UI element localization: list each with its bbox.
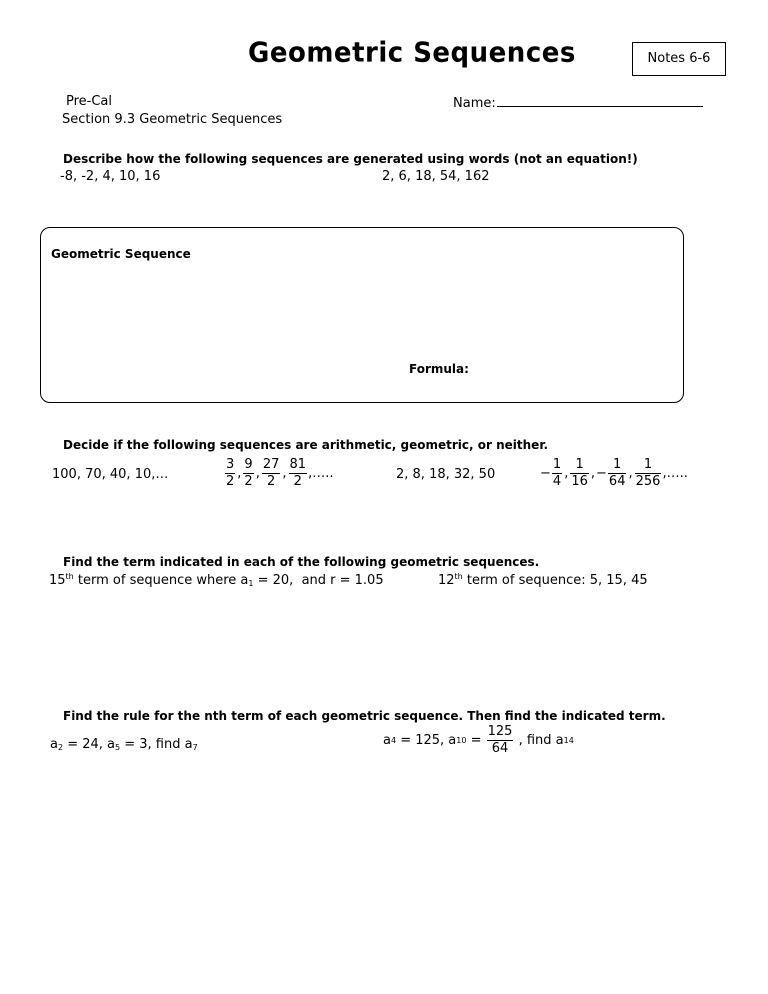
formula-label: Formula: (409, 362, 469, 376)
describe-seq-a: -8, -2, 4, 10, 16 (60, 169, 161, 184)
classify-seq-d: − $\frac{1}{4}$ , $\frac{1}{16}$ , − $\frac{1}{64}$ , $\frac{1}{256}$ ,….. (540, 457, 688, 489)
fraction: $\frac{81}{2}$ (289, 457, 307, 489)
notes-label: Notes 6-6 (647, 51, 711, 66)
fraction: $\frac{1}{4}$ (552, 457, 562, 489)
classify-seq-b: $\frac{3}{2}$ , $\frac{9}{2}$ , $\frac{27}{2}$ , $\frac{81}{2}$ ,….. (226, 457, 334, 489)
fraction: $\frac{125}{64}$ (487, 724, 513, 756)
sequence-tail: ,….. (308, 466, 334, 481)
classify-seq-a: 100, 70, 40, 10,… (52, 467, 169, 482)
sequence-tail: ,….. (662, 466, 688, 481)
name-blank-line (497, 94, 703, 107)
notes-label-box (632, 42, 726, 76)
fraction: $\frac{1}{256}$ (635, 457, 661, 489)
find-rule-instruction: Find the rule for the nth term of each geometric sequence. Then find the indicated term. (63, 709, 666, 723)
classify-seq-c: 2, 8, 18, 32, 50 (396, 467, 496, 482)
fraction: $\frac{3}{2}$ (226, 457, 235, 489)
find-rule-prob-b: a 4 = 125, a 10 = $\frac{125}{64}$ , find a 14 (383, 724, 574, 756)
describe-instruction: Describe how the following sequences are generated using words (not an equation!) (63, 152, 638, 166)
find-term-prob-b: 12th term of sequence: 5, 15, 45 (438, 572, 648, 588)
name-label: Name: (453, 96, 496, 111)
fraction: $\frac{1}{16}$ (571, 457, 588, 489)
section-title: Section 9.3 Geometric Sequences (62, 112, 283, 127)
describe-seq-b: 2, 6, 18, 54, 162 (382, 169, 490, 184)
find-term-prob-a: 15th term of sequence where $a_1 = 20$, and r = 1.05 (49, 572, 384, 588)
course-name: Pre-Cal (66, 94, 113, 109)
page-title: Geometric Sequences (248, 37, 576, 69)
box-heading: Geometric Sequence (51, 247, 191, 261)
fraction: $\frac{9}{2}$ (244, 457, 253, 489)
find-term-instruction: Find the term indicated in each of the following geometric sequences. (63, 555, 540, 569)
classify-instruction: Decide if the following sequences are arithmetic, geometric, or neither. (63, 438, 549, 452)
name-field (453, 94, 703, 111)
fraction: $\frac{1}{64}$ (608, 457, 626, 489)
find-rule-prob-a: $a_2 = 24$, $a_5 = 3$, find $a_7$ (50, 737, 198, 752)
fraction: $\frac{27}{2}$ (262, 457, 280, 489)
